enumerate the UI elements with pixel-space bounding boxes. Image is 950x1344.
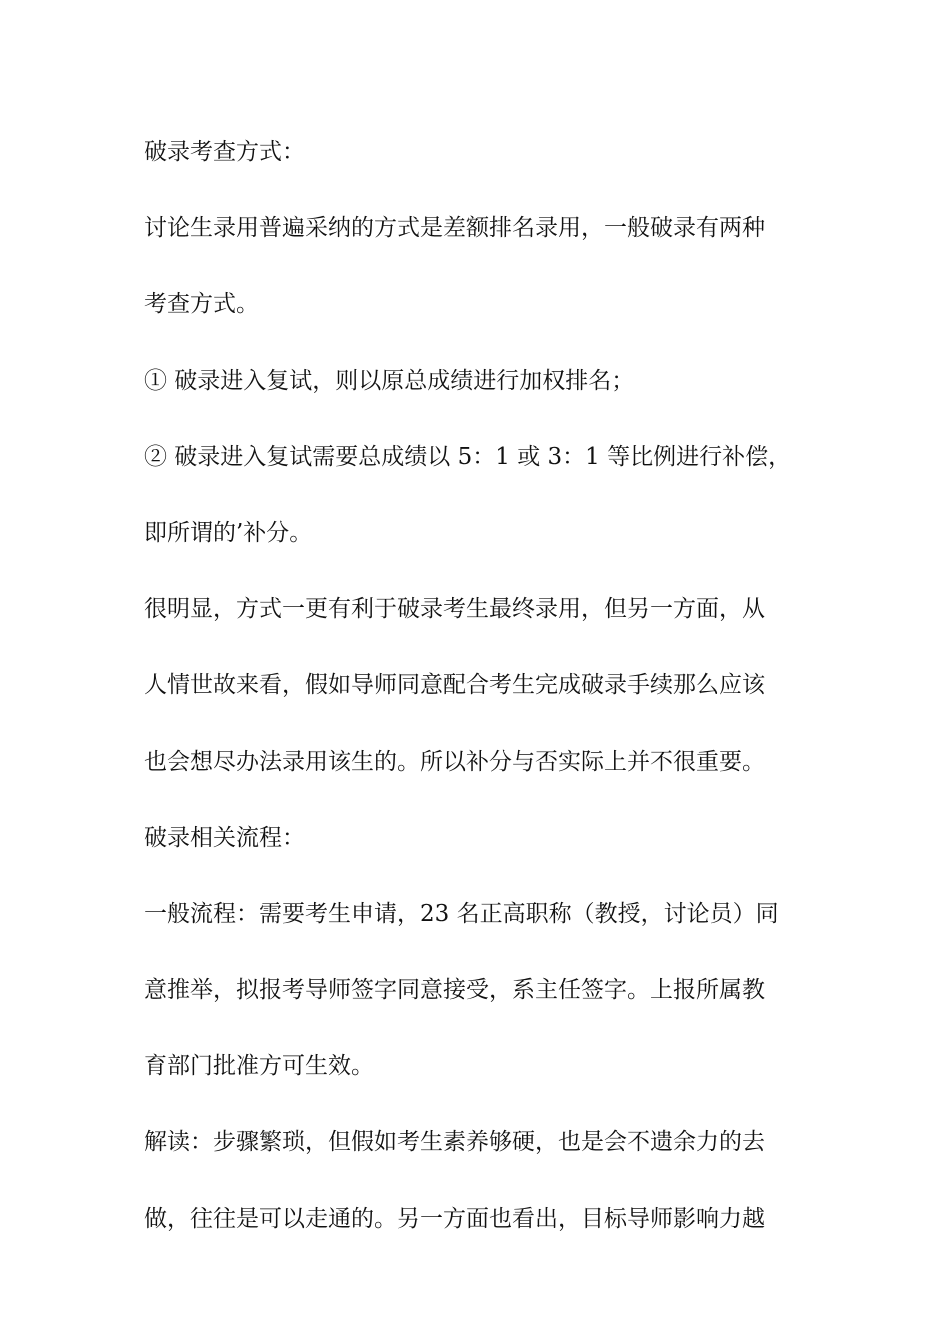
paragraph-line: 做，往往是可以走通的。另一方面也看出，目标导师影响力越 xyxy=(144,1205,765,1232)
paragraph-line: 育部门批准方可生效。 xyxy=(144,1053,374,1080)
paragraph-line: 即所谓的’补分。 xyxy=(144,519,313,546)
list-item-method-1: ① 破录进入复试，则以原总成绩进行加权排名； xyxy=(144,367,635,394)
document-body xyxy=(144,132,814,1275)
paragraph-line: 解读：步骤繁琐，但假如考生素养够硬，也是会不遗余力的去 xyxy=(144,1129,765,1156)
paragraph-line: 很明显，方式一更有利于破录考生最终录用，但另一方面，从 xyxy=(144,596,765,623)
section-heading-process: 破录相关流程： xyxy=(144,824,305,851)
paragraph-line: 人情世故来看，假如导师同意配合考生完成破录手续那么应该 xyxy=(144,672,765,699)
paragraph-line: 意推举，拟报考导师签字同意接受，系主任签字。上报所属教 xyxy=(144,977,765,1004)
paragraph-line: 一般流程：需要考生申请，23 名正高职称（教授，讨论员）同 xyxy=(144,900,779,927)
list-item-method-2: ② 破录进入复试需要总成绩以 5：1 或 3：1 等比例进行补偿， xyxy=(144,443,792,470)
paragraph-line: 考查方式。 xyxy=(144,291,259,318)
paragraph-line: 讨论生录用普遍采纳的方式是差额排名录用，一般破录有两种 xyxy=(144,215,765,242)
paragraph-line: 也会想尽办法录用该生的。所以补分与否实际上并不很重要。 xyxy=(144,748,765,775)
section-heading-admission-method: 破录考查方式： xyxy=(144,139,305,165)
